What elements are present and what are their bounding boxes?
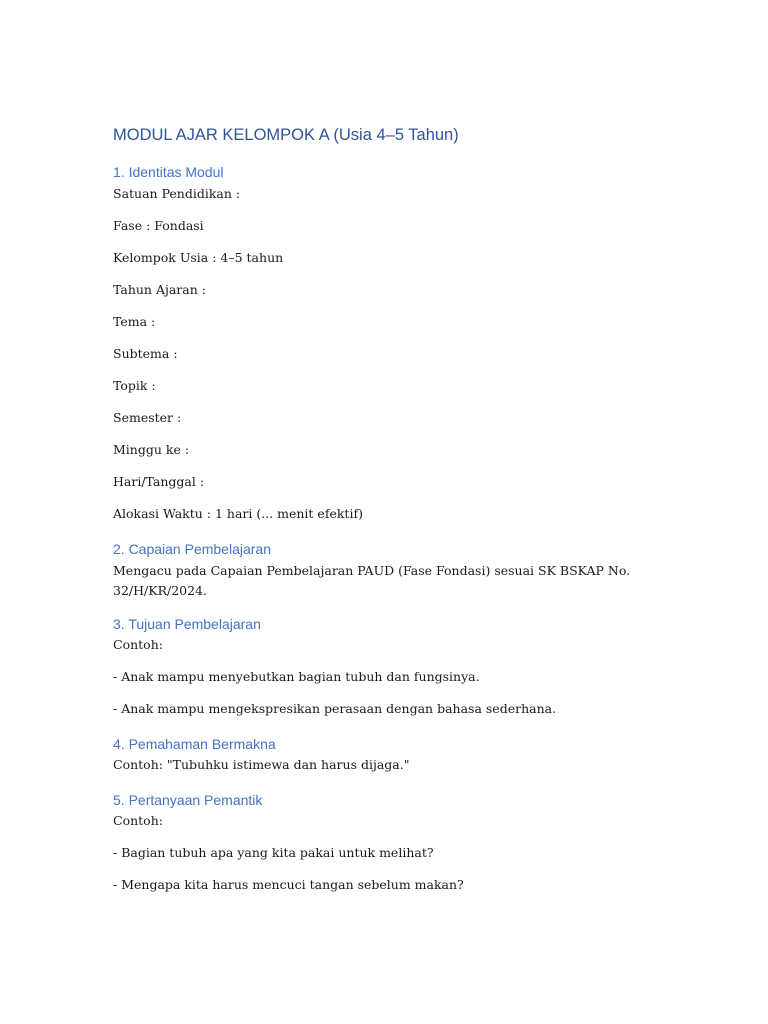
- field-tema: Tema :: [113, 314, 156, 329]
- section-heading-capaian: 2. Capaian Pembelajaran: [113, 541, 271, 557]
- pemantik-intro: Contoh:: [113, 813, 163, 828]
- pemahaman-paragraph: Contoh: "Tubuhku istimewa dan harus dijaga.": [113, 757, 410, 772]
- field-minggu-ke: Minggu ke :: [113, 442, 190, 457]
- field-hari-tanggal: Hari/Tanggal :: [113, 474, 205, 489]
- field-semester: Semester :: [113, 410, 182, 425]
- field-kelompok-usia: Kelompok Usia : 4–5 tahun: [113, 250, 284, 265]
- field-fase: Fase : Fondasi: [113, 218, 204, 233]
- section-heading-pemahaman: 4. Pemahaman Bermakna: [113, 736, 276, 752]
- tujuan-item: - Anak mampu menyebutkan bagian tubuh dan fungsinya.: [113, 669, 480, 684]
- tujuan-intro: Contoh:: [113, 637, 163, 652]
- field-topik: Topik :: [113, 378, 156, 393]
- section-heading-tujuan: 3. Tujuan Pembelajaran: [113, 616, 261, 632]
- capaian-paragraph: Mengacu pada Capaian Pembelajaran PAUD (Fase Fondasi) sesuai SK BSKAP No. 32/H/KR/2024.: [113, 563, 631, 598]
- tujuan-item: - Anak mampu mengekspresikan perasaan dengan bahasa sederhana.: [113, 701, 557, 716]
- pemantik-item: - Mengapa kita harus mencuci tangan sebelum makan?: [113, 877, 464, 892]
- field-satuan-pendidikan: Satuan Pendidikan :: [113, 186, 241, 201]
- document-title: MODUL AJAR KELOMPOK A (Usia 4–5 Tahun): [113, 126, 459, 144]
- section-heading-pemantik: 5. Pertanyaan Pemantik: [113, 792, 263, 808]
- field-tahun-ajaran: Tahun Ajaran :: [113, 282, 206, 297]
- pemantik-item: - Bagian tubuh apa yang kita pakai untuk melihat?: [113, 845, 434, 860]
- field-alokasi-waktu: Alokasi Waktu : 1 hari (... menit efektif): [113, 506, 363, 521]
- field-subtema: Subtema :: [113, 346, 178, 361]
- section-heading-identitas: 1. Identitas Modul: [113, 164, 224, 180]
